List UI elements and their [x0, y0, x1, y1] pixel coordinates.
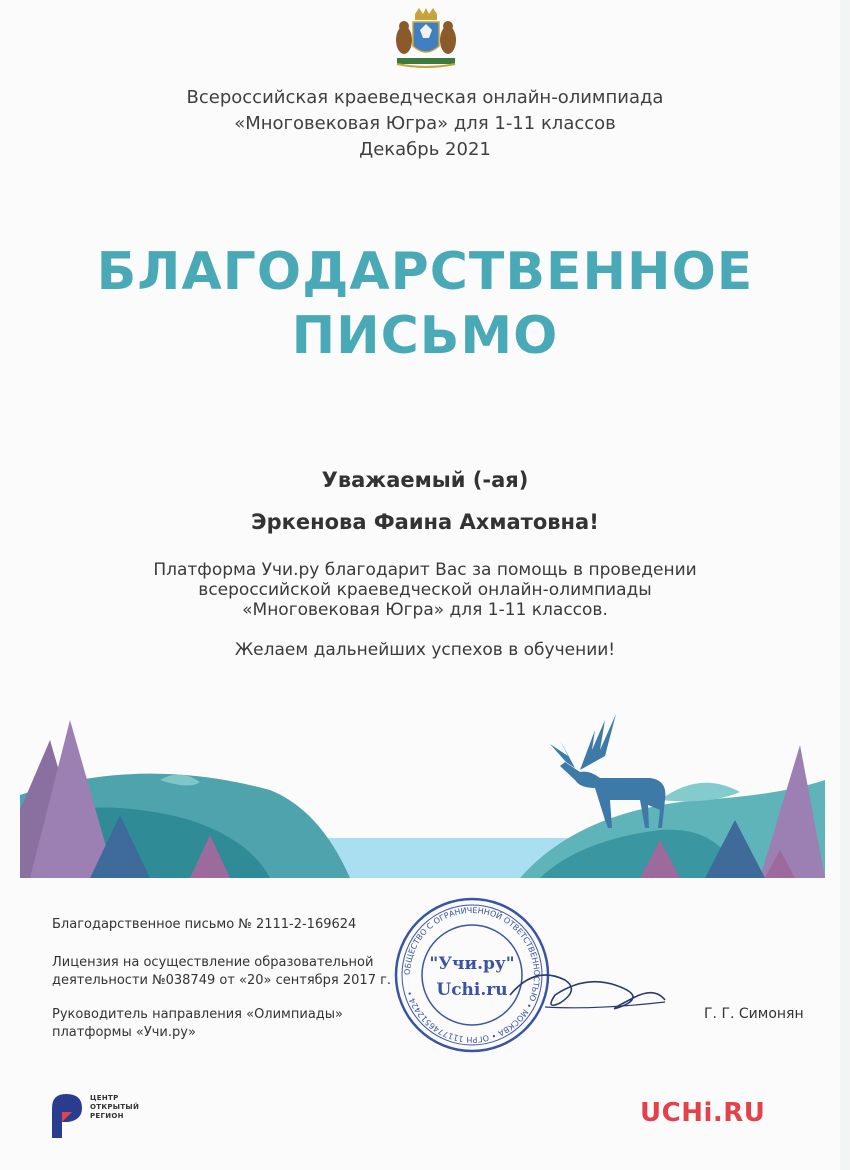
license-info [52, 954, 391, 990]
message-line-1: Платформа Учи.ру благодарит Вас за помощь в проведении [153, 560, 697, 580]
open-region-logo-text [90, 1094, 139, 1121]
document-title [0, 240, 850, 368]
wish-message: Желаем дальнейших успехов в обучении! [234, 640, 616, 660]
event-header-line-2: «Многовековая Югра» для 1-11 классов [234, 113, 616, 134]
license-line-2: деятельности №038749 от «20» сентября 2017 г. [52, 973, 392, 988]
license-line-1: Лицензия на осуществление образовательной [52, 955, 374, 970]
signatory-name: Г. Г. Симонян [704, 1006, 804, 1022]
letter-number: Благодарственное письмо № 2111-2-169624 [52, 917, 357, 932]
coat-of-arms-emblem [393, 8, 459, 70]
document-title-line-1: БЛАГОДАРСТВЕННОЕ [96, 242, 754, 302]
signatory-title-line-1: Руководитель направления «Олимпиады» [52, 1007, 343, 1022]
open-region-line-2: ОТКРЫТЫЙ [90, 1103, 140, 1111]
landscape-illustration [20, 700, 825, 880]
open-region-line-3: РЕГИОН [90, 1112, 124, 1120]
stamp-center-bottom: Uchi.ru [436, 980, 508, 1000]
event-header [0, 85, 850, 163]
open-region-line-1: ЦЕНТР [90, 1094, 119, 1102]
document-title-line-2: ПИСЬМО [291, 306, 559, 366]
salutation: Уважаемый (-ая) [321, 468, 529, 492]
signatory-title-line-2: платформы «Учи.ру» [52, 1025, 196, 1040]
handwritten-signature [505, 955, 670, 1020]
stamp-ring-text: ОБЩЕСТВО С ОГРАНИЧЕННОЙ ОТВЕТСТВЕННОСТЬЮ • МОСКВА • ОГРН 1117746512424 • [402, 905, 542, 1045]
message-line-3: «Многовековая Югра» для 1-11 классов. [242, 600, 608, 620]
message-line-2: всероссийской краеведческой онлайн-олимпиады [198, 580, 652, 600]
stamp-center-top: "Учи.ру" [429, 954, 515, 974]
signatory-title [52, 1006, 343, 1042]
event-header-date: Декабрь 2021 [359, 139, 491, 160]
uchi-ru-logo: UCHi.RU [640, 1098, 766, 1128]
thank-you-message [0, 560, 850, 620]
recipient-name: Эркенова Фаина Ахматовна! [251, 510, 599, 534]
event-header-line-1: Всероссийская краеведческая онлайн-олимпиада [186, 87, 664, 108]
